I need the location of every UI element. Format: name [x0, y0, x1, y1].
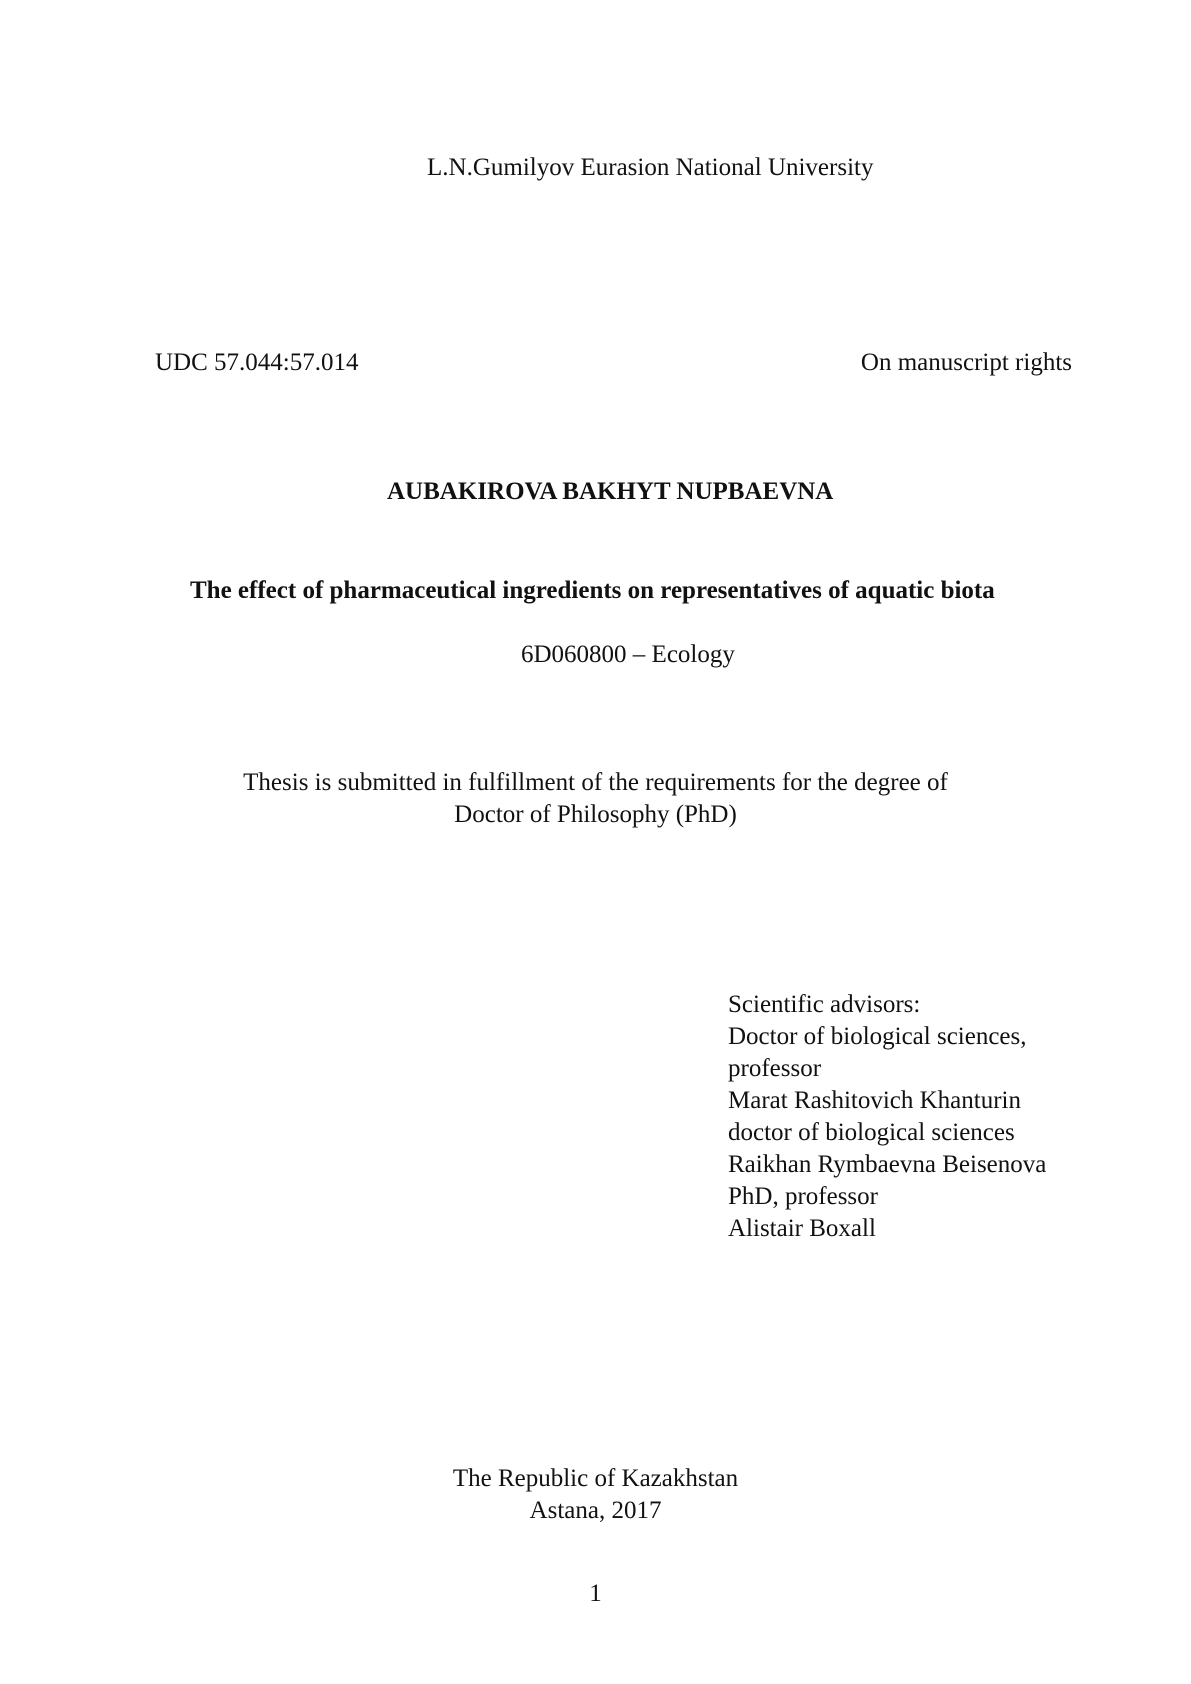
- advisor-line: Doctor of biological sciences,: [728, 1023, 1027, 1050]
- udc-code: UDC 57.044:57.014: [155, 349, 359, 376]
- advisor-line: Raikhan Rymbaevna Beisenova: [728, 1151, 1047, 1178]
- specialty-code: 6D060800 – Ecology: [521, 641, 735, 668]
- footer-country: The Republic of Kazakhstan: [452, 1465, 739, 1492]
- university-name: L.N.Gumilyov Eurasion National University: [427, 154, 874, 181]
- advisor-line: Alistair Boxall: [728, 1215, 876, 1242]
- author-name: AUBAKIROVA BAKHYT NUPBAEVNA: [387, 478, 834, 505]
- advisor-line: PhD, professor: [728, 1183, 878, 1210]
- advisors-heading: Scientific advisors:: [728, 991, 921, 1018]
- thesis-title: The effect of pharmaceutical ingredients on representatives of aquatic biota: [190, 577, 995, 604]
- footer-city-year: Astana, 2017: [529, 1497, 662, 1524]
- advisor-line: Marat Rashitovich Khanturin: [728, 1087, 1021, 1114]
- page-number: 1: [589, 1580, 602, 1607]
- advisors-block: [728, 989, 1046, 1245]
- manuscript-rights: On manuscript rights: [860, 349, 1072, 376]
- advisor-line: professor: [728, 1055, 822, 1082]
- submission-statement: Thesis is submitted in fulfillment of the requirements for the degree of: [243, 769, 948, 796]
- advisor-line: doctor of biological sciences: [728, 1119, 1015, 1146]
- degree-name: Doctor of Philosophy (PhD): [454, 801, 737, 828]
